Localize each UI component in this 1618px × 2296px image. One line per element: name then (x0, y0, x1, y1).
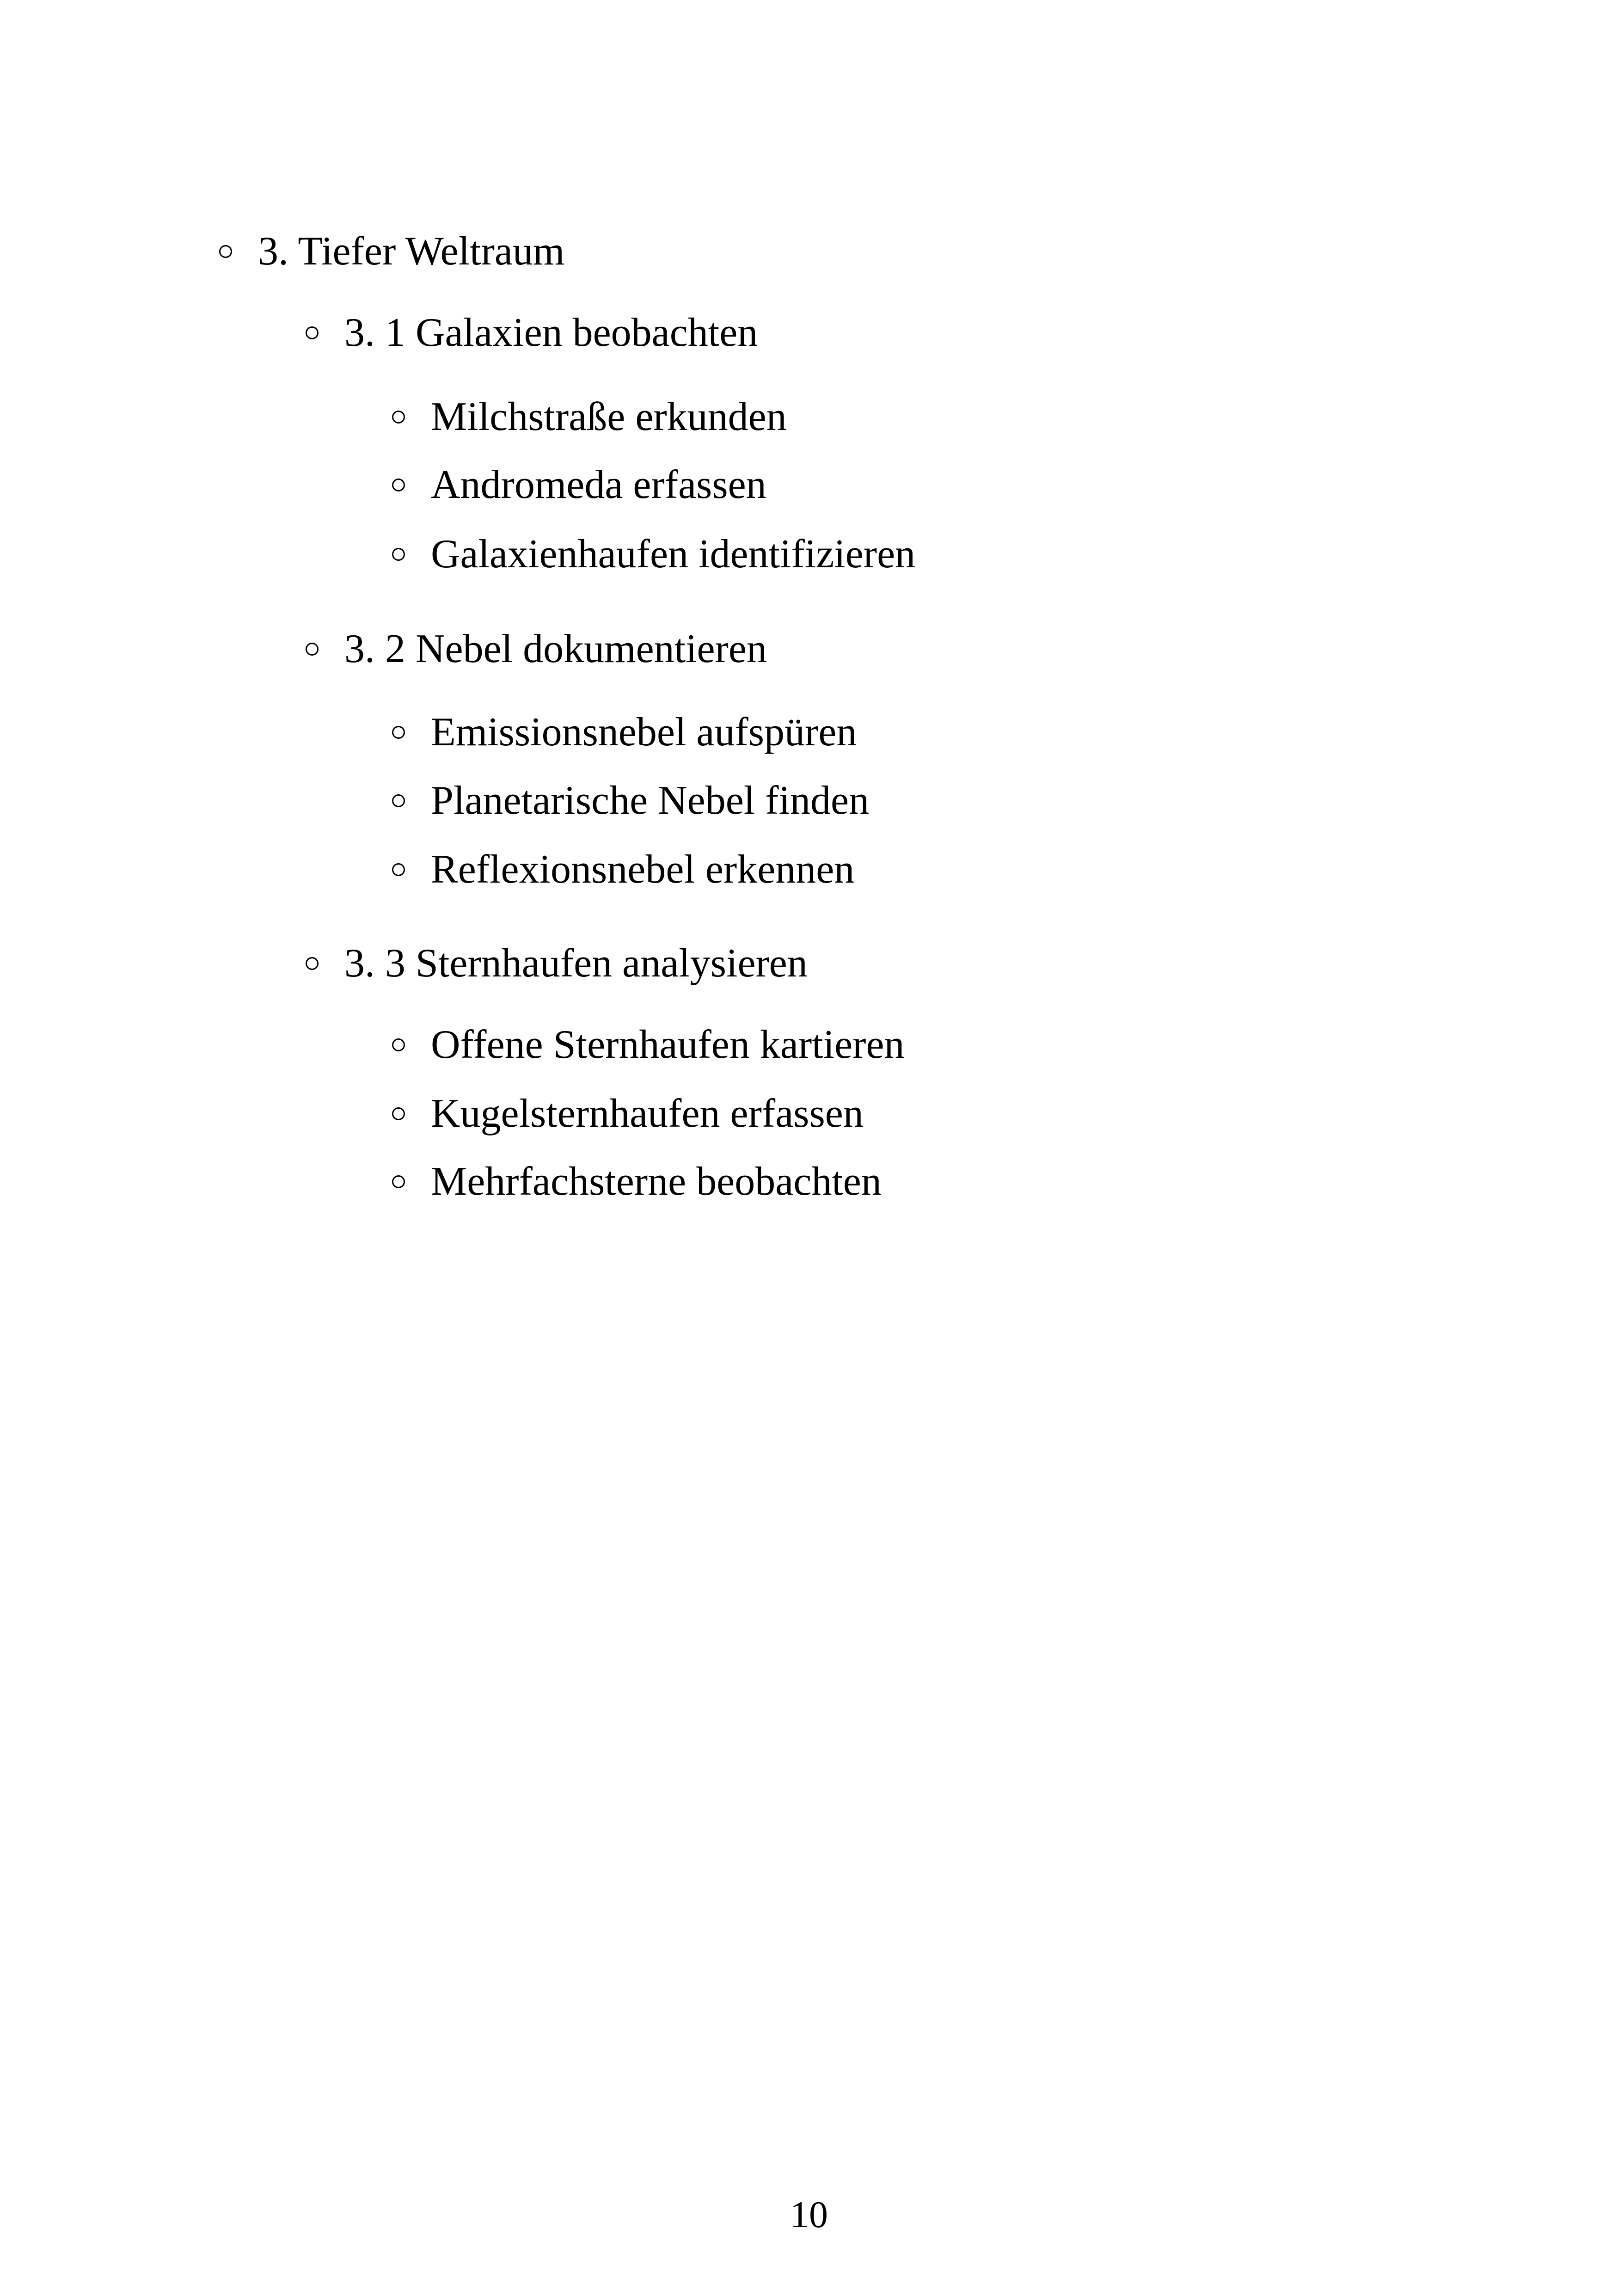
list-item (392, 1091, 1085, 1137)
list-item-text: Kugelsternhaufen erfassen (431, 1091, 864, 1136)
list-item-text: Galaxienhaufen identifizieren (431, 532, 916, 577)
list-item-text: Emissionsnebel aufspüren (431, 710, 857, 755)
hollow-circle-bullet-icon (392, 863, 405, 876)
section-heading-text: 3. 1 Galaxien beobachten (344, 310, 758, 355)
section-heading-text: 3. 3 Sternhaufen analysieren (344, 941, 808, 986)
hollow-circle-bullet-icon (392, 1175, 405, 1188)
list-item (392, 531, 1085, 577)
list-item (392, 1159, 1085, 1205)
list-item-text: Andromeda erfassen (431, 462, 766, 507)
list-item (392, 778, 1085, 824)
list-item-text: Reflexionsnebel erkennen (431, 847, 855, 892)
hollow-circle-bullet-icon (219, 245, 232, 258)
section-heading-text: 3. 2 Nebel dokumentieren (344, 626, 767, 671)
list-item-text: Planetarische Nebel finden (431, 778, 870, 823)
list-item-text: Milchstraße erkunden (431, 394, 787, 439)
hollow-circle-bullet-icon (306, 643, 319, 656)
hollow-circle-bullet-icon (392, 1107, 405, 1120)
hollow-circle-bullet-icon (306, 326, 319, 339)
section-heading (306, 626, 953, 672)
hollow-circle-bullet-icon (392, 726, 405, 739)
hollow-circle-bullet-icon (392, 479, 405, 491)
list-item-text: Mehrfachsterne beobachten (431, 1159, 882, 1204)
hollow-circle-bullet-icon (392, 411, 405, 424)
hollow-circle-bullet-icon (392, 548, 405, 561)
list-item (392, 847, 1085, 893)
section-heading (306, 310, 953, 356)
list-item (392, 462, 1085, 508)
list-item (392, 709, 1085, 755)
hollow-circle-bullet-icon (392, 1038, 405, 1051)
list-item (392, 394, 1085, 440)
list-item-text: Offene Sternhaufen kartieren (431, 1022, 905, 1067)
outline-title-text: 3. Tiefer Weltraum (258, 229, 565, 274)
list-item (392, 1022, 1085, 1068)
hollow-circle-bullet-icon (306, 957, 319, 970)
page-number: 10 (790, 2193, 828, 2235)
outline-title (219, 228, 866, 275)
hollow-circle-bullet-icon (392, 794, 405, 807)
section-heading (306, 940, 953, 987)
